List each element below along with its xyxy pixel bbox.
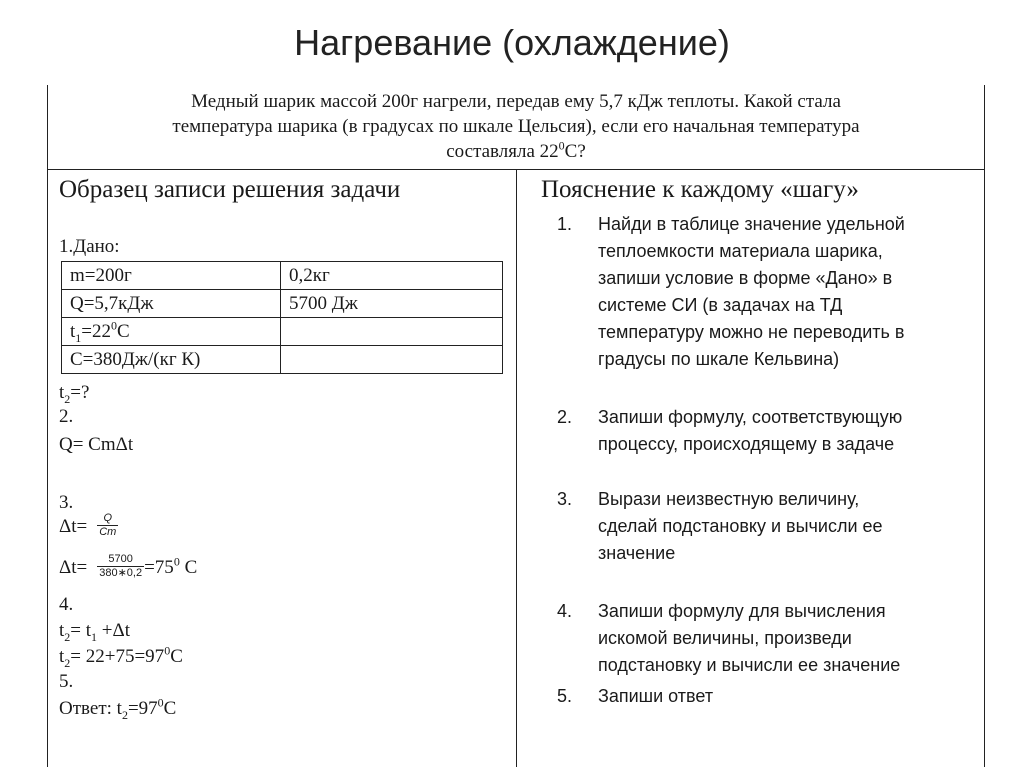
step-2-label: 2.: [59, 406, 74, 427]
step-4-calculation: $t_2= 22+75=97^0С$: [59, 643, 183, 670]
given-heat-si: 5700 Дж: [281, 290, 503, 318]
given-table: [61, 261, 503, 374]
answer: Ответ: $t_2=97^0С$: [59, 695, 177, 722]
given-initial-temp: $t_1=22^0С$: [62, 318, 281, 346]
fraction: $\frac{Q}{Cm}$: [99, 512, 117, 538]
slide-title: Нагревание (охлаждение): [294, 22, 730, 63]
solution-column: [59, 175, 514, 722]
table-row: [62, 290, 503, 318]
table-border-left: [47, 85, 48, 767]
table-row: [62, 262, 503, 290]
step-3-label: 3.: [59, 492, 74, 513]
step-4-label: 4.: [59, 594, 74, 615]
solution-heading: Образец записи решения задачи: [59, 176, 401, 203]
given-specific-heat: С=380Дж/(кг К): [62, 346, 281, 374]
problem-line-2: температура шарика (в градусах по шкале Цельсия), если его начальная температура: [172, 116, 860, 137]
problem-line-3: составляла $22^0С$?: [446, 138, 586, 162]
worksheet-table: [47, 85, 985, 767]
table-border-right: [984, 85, 985, 767]
step-3-formula: Δt= $\frac{Q}{Cm}$: [59, 512, 117, 538]
step-3-calculation: Δt= $\frac{5700}{380∗0,2}$ $=75^0$ С: [59, 553, 198, 579]
given-mass: m=200г: [62, 262, 281, 290]
table-divider-vertical: [516, 169, 517, 767]
explanation-column: Пояснение к каждому «шагу» 1. Найди в таблице значение удельной теплоемкости материала шарика, запиши условие в форме «Дано» в системе СИ (в задачах на ТД температуру можно не переводить в градусы по шкале Кельвина) 2. Запиши формулу, соответствующую процессу, происходящему в задаче 3. Вырази неизвестную величину, сделай подстановку и вычисли ее значение 4. Запиши формулу для вычисления искомой величины, произведи подстановку и вычисли ее значение 5. Запиши ответ: [527, 175, 972, 205]
given-heat: Q=5,7кДж: [62, 290, 281, 318]
given-label: 1.Дано:: [59, 236, 120, 257]
given-initial-temp-si: [281, 318, 503, 346]
step-2-formula: Q= СmΔt: [59, 434, 134, 455]
given-specific-heat-si: [281, 346, 503, 374]
problem-statement: [87, 89, 945, 164]
table-row: [62, 346, 503, 374]
explanation-heading: Пояснение к каждому «шагу»: [541, 176, 859, 203]
find-unknown: $t_2=$?: [59, 382, 90, 406]
fraction: $\frac{5700}{380∗0,2}$: [99, 553, 143, 579]
step-4-formula: $t_2= t_1 +\Delta t$: [59, 620, 130, 644]
table-row: [62, 318, 503, 346]
problem-line-1: Медный шарик массой 200г нагрели, передав ему 5,7 кДж теплоты. Какой стала: [191, 91, 841, 112]
step-5-label: 5.: [59, 671, 74, 692]
given-mass-si: 0,2кг: [281, 262, 503, 290]
